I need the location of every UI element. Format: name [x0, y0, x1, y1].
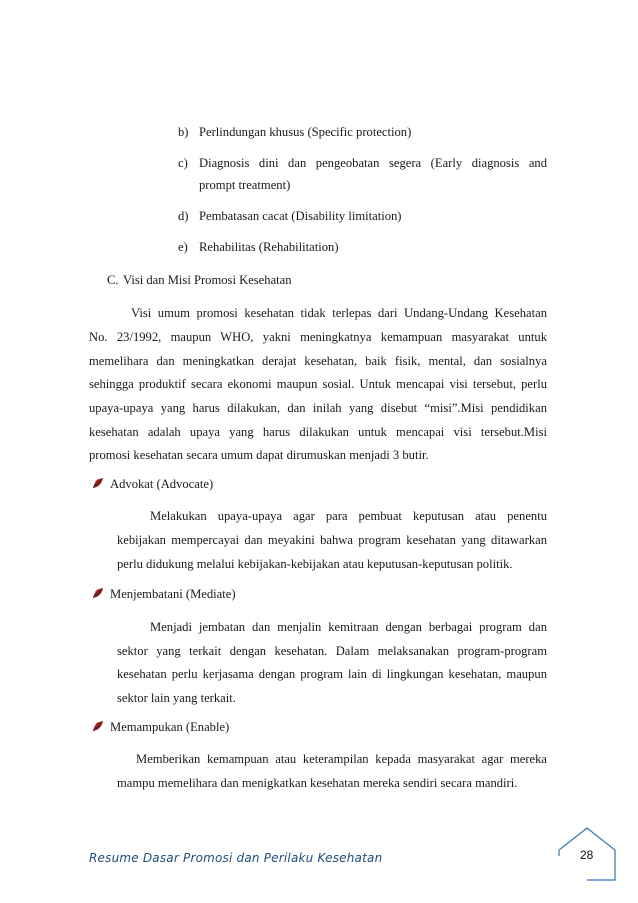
list-item-e: Rehabilitas (Rehabilitation)	[199, 240, 339, 254]
section-heading: Visi dan Misi Promosi Kesehatan	[123, 273, 292, 287]
paragraph-line: promosi kesehatan secara umum dapat dirumuskan menjadi 3 butir.	[89, 448, 429, 462]
paragraph-line: memelihara dan meningkatkan derajat kesehatan, baik fisik, mental, dan sosialnya	[89, 354, 547, 368]
bullet-text-line: mampu memelihara dan menigkatkan kesehatan mereka sendiri secara mandiri.	[117, 776, 518, 790]
page-number: 28	[580, 848, 594, 862]
paragraph-line: Visi umum promosi kesehatan tidak terlepas dari Undang-Undang Kesehatan	[131, 306, 547, 320]
list-marker-e: e)	[178, 240, 188, 254]
leaf-bullet-icon	[92, 720, 104, 732]
list-marker-c: c)	[178, 156, 188, 170]
paragraph-line: No. 23/1992, maupun WHO, yakni meningkatnya kemampuan masyarakat untuk	[89, 330, 547, 344]
list-item-d: Pembatasan cacat (Disability limitation)	[199, 209, 402, 223]
list-item-b: Perlindungan khusus (Specific protection)	[199, 125, 412, 139]
bullet-text-line: Menjadi jembatan dan menjalin kemitraan dengan berbagai program dan	[150, 620, 547, 634]
bullet-text-line: kesehatan perlu kerjasama dengan program lain di lingkungan kesehatan, maupun	[117, 667, 547, 681]
list-marker-d: d)	[178, 209, 189, 223]
footer-document-title: Resume Dasar Promosi dan Perilaku Kesehatan	[89, 851, 383, 865]
paragraph-line: sehingga produktif secara ekonomi maupun sosial. Untuk mencapai visi tersebut, perlu	[89, 377, 547, 391]
bullet-text-line: sektor yang terkait dengan kesehatan. Dalam melaksanakan program-program	[117, 644, 547, 658]
leaf-bullet-icon	[92, 587, 104, 599]
list-item-c-line1: Diagnosis dini dan pengeobatan segera (Early diagnosis and	[199, 156, 547, 170]
section-marker: C.	[107, 273, 119, 287]
bullet-title-advocate: Advokat (Advocate)	[110, 477, 214, 491]
bullet-text-line: Memberikan kemampuan atau keterampilan kepada masyarakat agar mereka	[136, 752, 547, 766]
bullet-title-enable: Memampukan (Enable)	[110, 720, 230, 734]
list-item-c-line2: prompt treatment)	[199, 178, 291, 192]
bullet-text-line: perlu didukung melalui kebijakan-kebijakan atau keputusan-keputusan politik.	[117, 557, 513, 571]
bullet-title-mediate: Menjembatani (Mediate)	[110, 587, 236, 601]
paragraph-line: upaya-upaya yang harus dilakukan, dan inilah yang disebut “misi”.Misi pendidikan	[89, 401, 547, 415]
paragraph-line: kesehatan adalah upaya yang harus dilakukan untuk mencapai visi tersebut.Misi	[89, 425, 547, 439]
list-marker-b: b)	[178, 125, 189, 139]
bullet-text-line: Melakukan upaya-upaya agar para pembuat keputusan atau penentu	[150, 509, 547, 523]
bullet-text-line: kebijakan mempercayai dan meyakini bahwa program kesehatan yang ditawarkan	[117, 533, 547, 547]
bullet-text-line: sektor lain yang terkait.	[117, 691, 236, 705]
leaf-bullet-icon	[92, 477, 104, 489]
